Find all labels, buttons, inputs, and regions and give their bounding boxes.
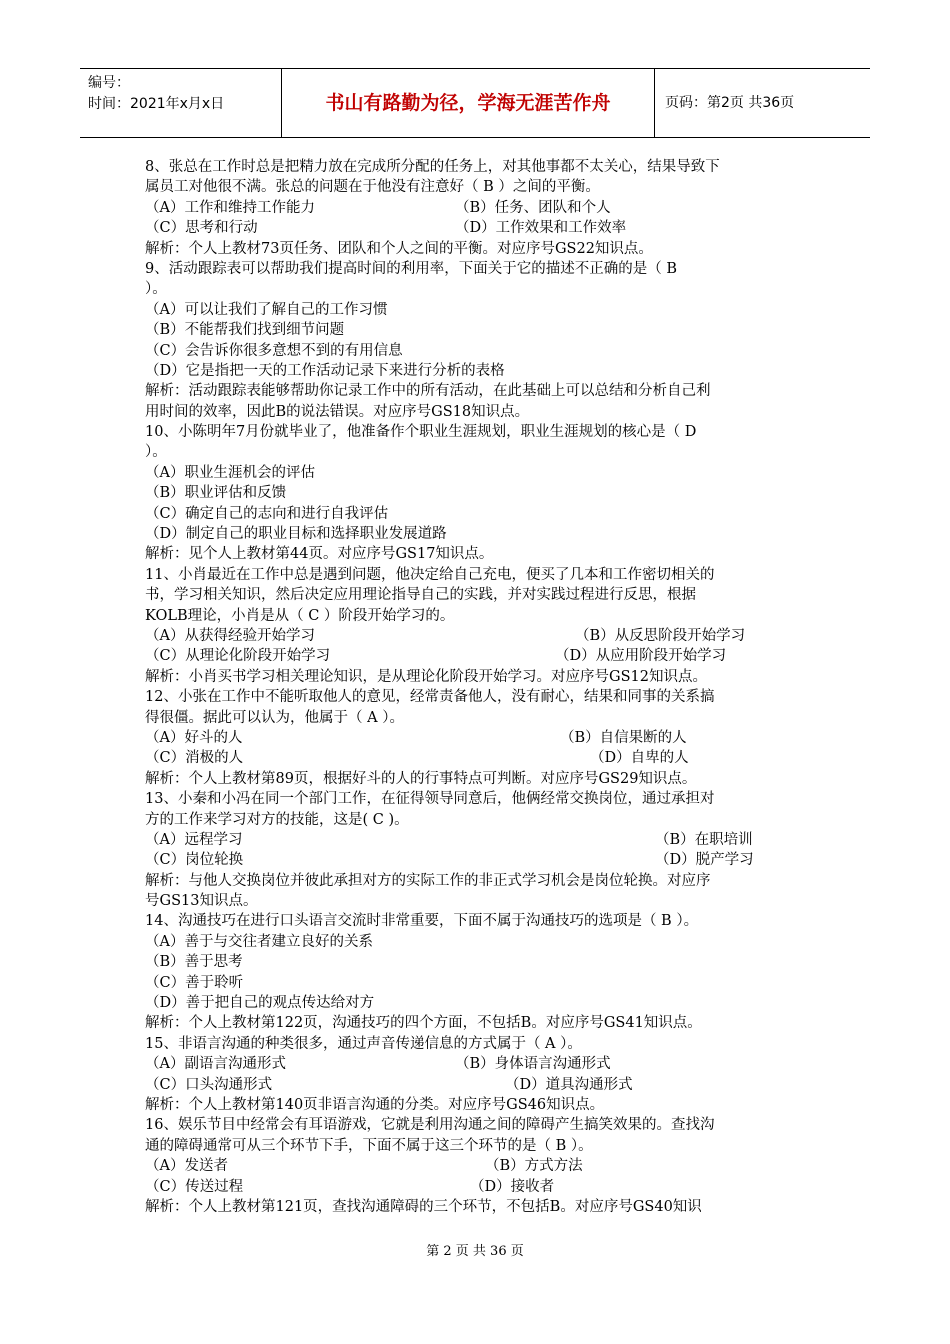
option-col2: （D）道具沟通形式: [505, 1076, 633, 1093]
line-text: 解析：小肖买书学习相关理论知识，是从理论化阶段开始学习。对应序号GS12知识点。: [145, 668, 707, 685]
text-line: [145, 565, 810, 585]
line-text: ）。: [145, 281, 167, 298]
line-text: 解析：见个人上教材第44页。对应序号GS17知识点。: [145, 546, 494, 563]
text-line: [145, 687, 810, 707]
option-col2: （B）从反思阶段开始学习: [575, 627, 746, 644]
header-page-info: 页码：第2页 共36页: [665, 95, 795, 111]
line-text: （A）职业生涯机会的评估: [145, 464, 315, 481]
text-line: [145, 361, 810, 381]
line-text: 解析：个人上教材第121页，查找沟通障碍的三个环节，不包括B。对应序号GS40知识: [145, 1198, 702, 1215]
document-body: [145, 157, 810, 1217]
text-line: [145, 524, 810, 544]
line-text: （B）善于思考: [145, 954, 243, 971]
line-text: （A）好斗的人: [145, 729, 243, 746]
text-line: [145, 1034, 810, 1054]
option-col2: （D）从应用阶段开始学习: [555, 648, 727, 665]
option-row: [145, 1075, 810, 1095]
text-line: [145, 442, 810, 462]
text-line: [145, 810, 810, 830]
line-text: 书，学习相关知识，然后决定应用理论指导自己的实践，并对实践过程进行反思，根据: [145, 587, 696, 604]
line-text: 方的工作来学习对方的技能，这是( C )。: [145, 811, 409, 828]
text-line: [145, 1095, 810, 1115]
text-line: [145, 341, 810, 361]
line-text: 15、非语言沟通的种类很多，通过声音传递信息的方式属于（ A ）。: [145, 1035, 582, 1052]
line-text: （C）口头沟通形式: [145, 1076, 273, 1093]
header-meta: [80, 69, 282, 137]
option-col2: （D）脱产学习: [655, 852, 754, 869]
text-line: [145, 157, 810, 177]
line-text: 用时间的效率，因此B的说法错误。对应序号GS18知识点。: [145, 403, 530, 420]
line-text: （C）传送过程: [145, 1178, 244, 1195]
line-text: （D）善于把自己的观点传达给对方: [145, 995, 375, 1012]
line-text: 13、小秦和小冯在同一个部门工作，在征得领导同意后，他俩经常交换岗位，通过承担对: [145, 791, 715, 808]
option-row: [145, 646, 810, 666]
option-row: [145, 218, 810, 238]
line-text: （C）消极的人: [145, 750, 244, 767]
text-line: [145, 606, 810, 626]
option-row: [145, 1054, 810, 1074]
line-text: （C）从理论化阶段开始学习: [145, 648, 331, 665]
text-line: [145, 320, 810, 340]
line-text: 解析：活动跟踪表能够帮助你记录工作中的所有活动，在此基础上可以总结和分析自己利: [145, 383, 711, 400]
text-line: [145, 769, 810, 789]
option-col2: （D）自卑的人: [590, 750, 689, 767]
line-text: 得很僵。据此可以认为，他属于（ A ）。: [145, 709, 404, 726]
text-line: [145, 259, 810, 279]
line-text: 12、小张在工作中不能听取他人的意见，经常责备他人，没有耐心，结果和同事的关系搞: [145, 689, 715, 706]
text-line: [145, 463, 810, 483]
option-row: [145, 626, 810, 646]
line-text: （D）制定自己的职业目标和选择职业发展道路: [145, 526, 447, 543]
time-label: 时间：2021年x月x日: [88, 96, 225, 112]
text-line: [145, 300, 810, 320]
text-line: [145, 789, 810, 809]
line-text: KOLB理论，小肖是从（ C ）阶段开始学习的。: [145, 607, 455, 624]
option-col2: （B）身体语言沟通形式: [455, 1056, 611, 1073]
text-line: [145, 544, 810, 564]
option-col2: （B）自信果断的人: [560, 729, 687, 746]
line-text: 9、活动跟踪表可以帮助我们提高时间的利用率，下面关于它的描述不正确的是（ B: [145, 260, 677, 277]
line-text: 14、沟通技巧在进行口头语言交流时非常重要，下面不属于沟通技巧的选项是（ B ）。: [145, 913, 699, 930]
text-line: [145, 1197, 810, 1217]
line-text: （A）善于与交往者建立良好的关系: [145, 933, 373, 950]
option-col2: （B）方式方法: [485, 1158, 583, 1175]
text-line: [145, 871, 810, 891]
text-line: [145, 911, 810, 931]
text-line: [145, 932, 810, 952]
option-row: [145, 198, 810, 218]
header-motto: 书山有路勤为径，学海无涯苦作舟: [282, 69, 655, 137]
option-row: [145, 1156, 810, 1176]
option-row: [145, 830, 810, 850]
option-col2: （B）在职培训: [655, 831, 753, 848]
line-text: ）。: [145, 444, 167, 461]
line-text: （C）会告诉你很多意想不到的有用信息: [145, 342, 403, 359]
text-line: [145, 381, 810, 401]
line-text: 解析：与他人交换岗位并彼此承担对方的实际工作的非正式学习机会是岗位轮换。对应序: [145, 872, 711, 889]
line-text: 解析：个人上教材第140页非语言沟通的分类。对应序号GS46知识点。: [145, 1096, 605, 1113]
page-footer: 第 2 页 共 36 页: [426, 1244, 524, 1259]
line-text: （C）岗位轮换: [145, 852, 244, 869]
line-text: （B）不能帮我们找到细节问题: [145, 322, 345, 339]
text-line: [145, 1136, 810, 1156]
option-row: [145, 748, 810, 768]
line-text: （C）善于聆听: [145, 974, 244, 991]
text-line: [145, 667, 810, 687]
text-line: [145, 952, 810, 972]
option-col2: （D）接收者: [470, 1178, 555, 1195]
line-text: 解析：个人上教材第122页，沟通技巧的四个方面，不包括B。对应序号GS41知识点。: [145, 1015, 702, 1032]
text-line: [145, 585, 810, 605]
option-row: [145, 1177, 810, 1197]
line-text: 11、小肖最近在工作中总是遇到问题，他决定给自己充电，便买了几本和工作密切相关的: [145, 566, 715, 583]
line-text: （A）从获得经验开始学习: [145, 627, 315, 644]
text-line: [145, 1013, 810, 1033]
line-text: 10、小陈明年7月份就毕业了，他准备作个职业生涯规划，职业生涯规划的核心是（ D: [145, 424, 697, 441]
text-line: [145, 891, 810, 911]
line-text: （A）发送者: [145, 1158, 228, 1175]
line-text: 16、娱乐节目中经常会有耳语游戏，它就是利用沟通之间的障碍产生搞笑效果的。查找沟: [145, 1117, 715, 1134]
text-line: [145, 239, 810, 259]
line-text: 解析：个人上教材第89页，根据好斗的人的行事特点可判断。对应序号GS29知识点。: [145, 770, 697, 787]
text-line: [145, 279, 810, 299]
line-text: 通的障碍通常可从三个环节下手，下面不属于这三个环节的是（ B ）。: [145, 1137, 593, 1154]
option-row: [145, 850, 810, 870]
line-text: （C）思考和行动: [145, 220, 258, 237]
text-line: [145, 1115, 810, 1135]
line-text: 8、张总在工作时总是把精力放在完成所分配的任务上，对其他事都不太关心，结果导致下: [145, 159, 720, 175]
text-line: [145, 504, 810, 524]
text-line: [145, 483, 810, 503]
text-line: [145, 177, 810, 197]
text-line: [145, 993, 810, 1013]
line-text: 解析：个人上教材73页任务、团队和个人之间的平衡。对应序号GS22知识点。: [145, 240, 653, 257]
text-line: [145, 422, 810, 442]
line-text: （A）副语言沟通形式: [145, 1056, 286, 1073]
option-col2: （B）任务、团队和个人: [455, 199, 611, 216]
page-header: [80, 68, 870, 138]
option-row: [145, 728, 810, 748]
line-text: （D）它是指把一天的工作活动记录下来进行分析的表格: [145, 362, 505, 379]
line-text: （A）可以让我们了解自己的工作习惯: [145, 301, 388, 318]
text-line: [145, 402, 810, 422]
line-text: 属员工对他很不满。张总的问题在于他没有注意好（ B ）之间的平衡。: [145, 179, 600, 196]
line-text: 号GS13知识点。: [145, 893, 258, 910]
text-line: [145, 973, 810, 993]
line-text: （A）工作和维持工作能力: [145, 199, 315, 216]
line-text: （C）确定自己的志向和进行自我评估: [145, 505, 389, 522]
number-label: 编号：: [88, 75, 130, 91]
line-text: （B）职业评估和反馈: [145, 485, 287, 502]
option-col2: （D）工作效果和工作效率: [455, 220, 627, 237]
text-line: [145, 708, 810, 728]
line-text: （A）远程学习: [145, 831, 243, 848]
